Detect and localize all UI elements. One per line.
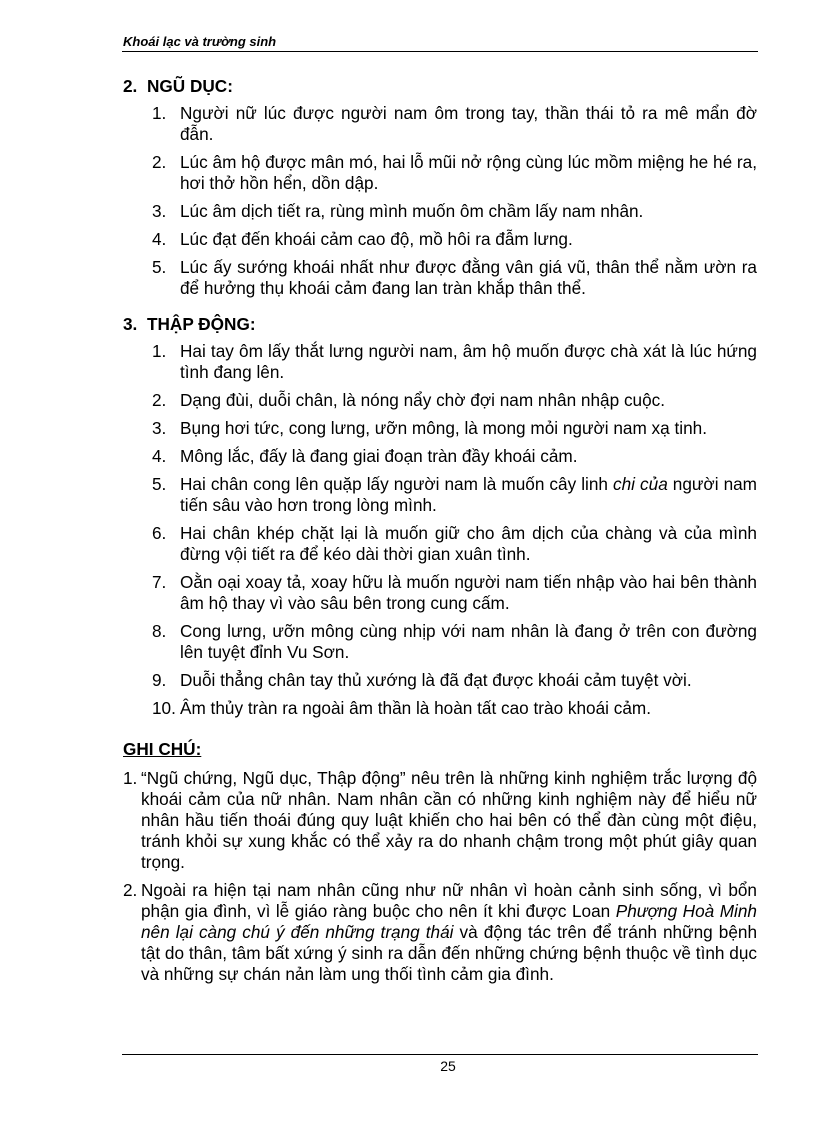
item-text: Lúc âm dịch tiết ra, rùng mình muốn ôm chầm lấy nam nhân.: [180, 201, 644, 221]
list-item: [152, 698, 757, 719]
running-header-title: Khoái lạc và trường sinh: [123, 34, 277, 49]
item-number: 3.: [152, 418, 167, 438]
item-number: 5.: [152, 474, 167, 494]
list-item: [152, 474, 757, 516]
section-title: THẬP ĐỘNG:: [147, 314, 256, 334]
list-item: [152, 572, 757, 614]
item-number: 9.: [152, 670, 167, 690]
list-item: [123, 880, 757, 985]
page-body: [123, 76, 757, 992]
item-text: Hai tay ôm lấy thắt lưng người nam, âm hộ muốn được chà xát là lúc hứng tình đang lên.: [180, 341, 757, 382]
item-text: [180, 474, 757, 516]
item-number: 3.: [152, 201, 167, 221]
header-divider: [122, 51, 758, 52]
item-text-part: Hai chân cong lên quặp lấy người nam là muốn cây linh: [180, 474, 614, 494]
item-number: 5.: [152, 257, 167, 277]
list-item: [152, 201, 757, 222]
list-item: [152, 670, 757, 691]
page-number: 25: [440, 1058, 456, 1074]
section-thap-dong: [123, 314, 757, 719]
item-number: 10.: [152, 698, 176, 718]
section-heading: [123, 76, 757, 97]
list-item: [152, 257, 757, 299]
item-number: 1.: [152, 341, 167, 361]
item-text-part: và động tác trên để tránh những bệnh tật do thân, tâm bất xứng ý sinh ra dẫn đến những chứng bệnh thuộc về tình dục và những sự chán nản làm ung thối tình cảm gia đình.: [141, 922, 757, 984]
item-number: 2.: [123, 880, 138, 900]
footer-divider: [122, 1054, 758, 1055]
section-ngu-duc: [123, 76, 757, 299]
list-item: [152, 621, 757, 663]
item-text-italic: Phượng Hoà Minh nên lại càng chú ý đến những trạng thái: [141, 901, 757, 942]
list-item: [123, 768, 757, 873]
list-item: [152, 229, 757, 250]
item-text: Oằn oại xoay tả, xoay hữu là muốn người nam tiến nhập vào hai bên thành âm hộ thay vì vào sâu bên trong cung cấm.: [180, 572, 757, 613]
item-text: Lúc ấy sướng khoái nhất như được đằng vân giá vũ, thân thể nằm ườn ra để hưởng thụ khoái cảm đang lan tràn khắp thân thể.: [180, 257, 757, 298]
item-text: Người nữ lúc được người nam ôm trong tay, thần thái tỏ ra mê mẩn đờ đẫn.: [180, 103, 757, 144]
item-number: 7.: [152, 572, 167, 592]
section-number: 3.: [123, 314, 138, 334]
item-number: 8.: [152, 621, 167, 641]
item-text: [141, 880, 757, 985]
item-text: Âm thủy tràn ra ngoài âm thần là hoàn tất cao trào khoái cảm.: [180, 698, 652, 718]
item-text: “Ngũ chứng, Ngũ dục, Thập động” nêu trên là những kinh nghiệm trắc lượng độ khoái cảm của nữ nhân. Nam nhân cần có những kinh nghiệm này để hiểu nữ nhân hầu tiến thoái đúng quy luật khiến cho hai bên có thể đàn cùng một điệu, tránh khỏi sự xung khắc có thể xảy ra do nhanh chậm trong một phút giây quan trọng.: [141, 768, 757, 872]
item-text: Lúc đạt đến khoái cảm cao độ, mồ hôi ra đẫm lưng.: [180, 229, 573, 249]
list-item: [152, 418, 757, 439]
item-text-italic: chi của: [613, 474, 668, 494]
list-item: [152, 446, 757, 467]
list-item: [152, 341, 757, 383]
item-number: 4.: [152, 229, 167, 249]
item-number: 2.: [152, 390, 167, 410]
item-text: Hai chân khép chặt lại là muốn giữ cho âm dịch của chàng và của mình đừng vội tiết ra để kéo dài thời gian xuân tình.: [180, 523, 757, 564]
item-number: 4.: [152, 446, 167, 466]
item-number: 6.: [152, 523, 167, 543]
list-item: [152, 523, 757, 565]
item-text: Bụng hơi tức, cong lưng, ưỡn mông, là mong mỏi người nam xạ tinh.: [180, 418, 707, 438]
item-number: 1.: [123, 768, 138, 788]
list-item: [152, 390, 757, 411]
list-item: [152, 103, 757, 145]
section-heading: [123, 314, 757, 335]
notes-heading: GHI CHÚ:: [123, 739, 202, 759]
item-text: Duỗi thẳng chân tay thủ xướng là đã đạt được khoái cảm tuyệt vời.: [180, 670, 692, 690]
section-title: NGŨ DỤC:: [147, 76, 233, 96]
notes-list: [123, 768, 757, 985]
list-item: [152, 152, 757, 194]
section-number: 2.: [123, 76, 138, 96]
item-text: Mông lắc, đấy là đang giai đoạn tràn đầy khoái cảm.: [180, 446, 578, 466]
item-text: Cong lưng, ưỡn mông cùng nhịp với nam nhân là đang ở trên con đường lên tuyệt đỉnh Vu Sơn.: [180, 621, 757, 662]
item-text-part: Ngoài ra hiện tại nam nhân cũng như nữ nhân vì hoàn cảnh sinh sống, vì bổn phận gia đình, vì lễ giáo ràng buộc cho nên ít khi được Loan: [141, 880, 757, 921]
item-number: 1.: [152, 103, 167, 123]
item-text-part: người nam tiến sâu vào hơn trong lòng mình.: [180, 474, 758, 515]
item-number: 2.: [152, 152, 167, 172]
item-text: Lúc âm hộ được mân mó, hai lỗ mũi nở rộng cùng lúc mồm miệng he hé ra, hơi thở hồn hển, dồn dập.: [180, 152, 757, 193]
item-text: Dạng đùi, duỗi chân, là nóng nẩy chờ đợi nam nhân nhập cuộc.: [180, 390, 666, 410]
